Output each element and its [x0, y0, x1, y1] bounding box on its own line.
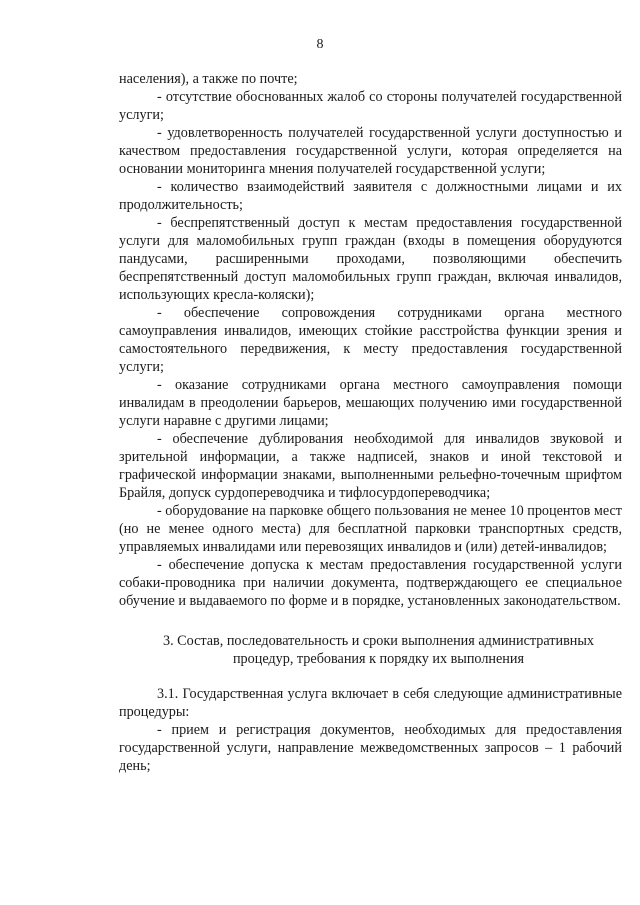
paragraph: населения), а также по почте; [119, 71, 298, 87]
paragraph: - обеспечение допуска к местам предоставления государственной услуги собаки-проводника при наличии документа, подтверждающего ее специальное обучение и выдаваемого по форме и в порядке, установленных законодательством. [119, 557, 622, 609]
paragraph: - отсутствие обоснованных жалоб со стороны получателей государственной услуги; [119, 89, 622, 123]
paragraph: - удовлетворенность получателей государственной услуги доступностью и качеством предоставления государственной услуги, которая определяется на основании мониторинга мнения получателей государственной услуги; [119, 125, 622, 177]
paragraph: - оборудование на парковке общего пользования не менее 10 процентов мест (но не менее одного места) для бесплатной парковки транспортных средств, управляемых инвалидами или перевозящих инвалидов и (или) детей-инвалидов; [119, 503, 622, 555]
bottom-paragraphs [119, 685, 622, 775]
section-heading: 3. Состав, последовательность и сроки выполнения административных процедур, требования к порядку их выполнения [162, 633, 595, 667]
paragraph: - обеспечение дублирования необходимой для инвалидов звуковой и зрительной информации, а также надписей, знаков и иной текстовой и графической информации знаками, выполненными рельефно-точечным шрифтом Брайля, допуск сурдопереводчика и тифлосурдопереводчика; [119, 431, 622, 501]
top-paragraphs [119, 70, 622, 610]
document-body [119, 70, 622, 775]
page-number: 8 [316, 37, 324, 52]
paragraph: - обеспечение сопровождения сотрудниками органа местного самоуправления инвалидов, имеющих стойкие расстройства функции зрения и самостоятельного передвижения, к месту предоставления государственной услуги; [119, 305, 622, 375]
paragraph: - беспрепятственный доступ к местам предоставления государственной услуги для маломобильных групп граждан (входы в помещения оборудуются пандусами, расширенными проходами, позволяющими обеспечить беспрепятственный доступ маломобильных групп граждан, включая инвалидов, использующих кресла-коляски); [119, 215, 622, 303]
paragraph: - количество взаимодействий заявителя с должностными лицами и их продолжительность; [119, 179, 622, 213]
paragraph: - оказание сотрудниками органа местного самоуправления помощи инвалидам в преодолении барьеров, мешающих получению ими государственной услуги наравне с другими лицами; [119, 377, 622, 429]
paragraph: - прием и регистрация документов, необходимых для предоставления государственной услуги, направление межведомственных запросов – 1 рабочий день; [119, 722, 622, 774]
paragraph: 3.1. Государственная услуга включает в себя следующие административные процедуры: [119, 686, 622, 720]
